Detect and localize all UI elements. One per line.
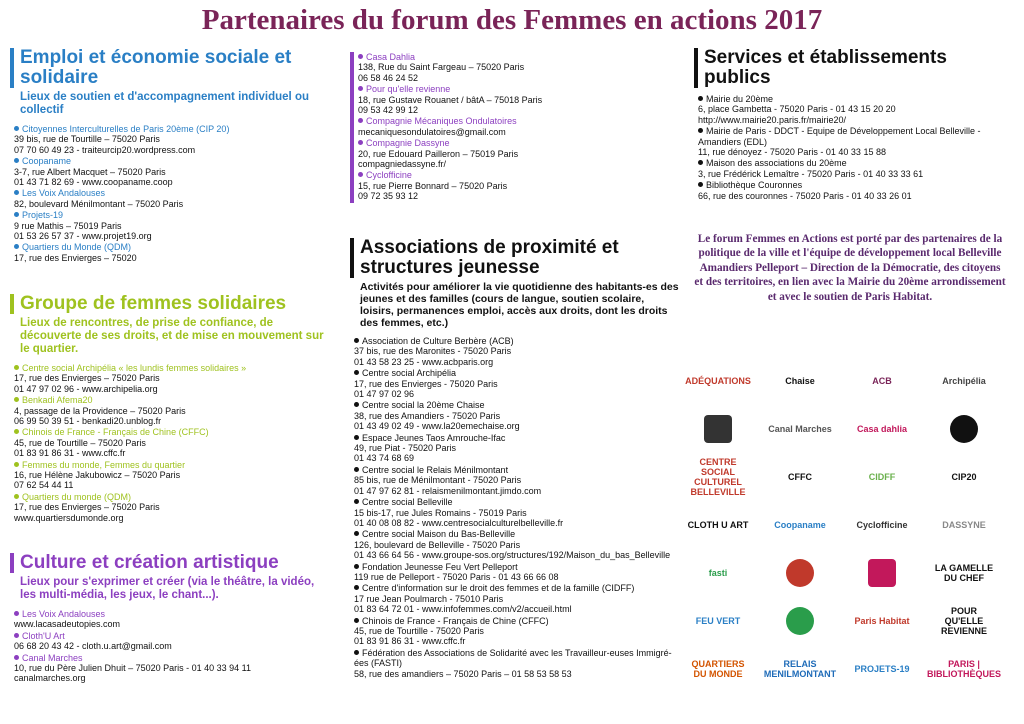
entry-name-text: Chinois de France - Français de Chine (CFFC) — [22, 427, 209, 438]
entry-name — [14, 210, 330, 220]
list-item — [14, 395, 330, 426]
partner-logo: CENTRE SOCIAL CULTUREL BELLEVILLE — [690, 457, 746, 497]
entry-name — [698, 126, 1014, 147]
list-item — [14, 631, 330, 652]
list-item — [354, 648, 680, 679]
bullet-icon — [698, 182, 703, 187]
list-item — [354, 497, 680, 528]
entry-name — [14, 631, 330, 641]
entry-name-text: Fondation Jeunesse Feu Vert Pelleport — [362, 561, 518, 572]
list-item — [358, 116, 684, 137]
partner-logo: DASSYNE — [942, 520, 986, 530]
section-groupe — [10, 294, 330, 523]
bullet-icon — [354, 564, 359, 569]
entry-line: 39 bis, rue de Tourtille – 75020 Paris — [14, 134, 160, 145]
list-item — [698, 158, 1014, 179]
entry-line: 09 53 42 99 12 — [358, 105, 419, 116]
entry-line: 01 83 91 86 31 - www.cffc.fr — [14, 448, 126, 459]
entry-name-text: Mairie du 20ème — [706, 94, 774, 104]
bullet-icon — [14, 429, 19, 434]
entry-name-text: Maison des associations du 20ème — [706, 158, 847, 169]
entry-name-text: Compagnie Mécaniques Ondulatoires — [366, 116, 517, 127]
partner-logo: Coopaname — [774, 520, 826, 530]
entry-line: 126, boulevard de Belleville - 75020 Paris — [354, 539, 521, 550]
section-heading: Groupe de femmes solidaires — [10, 294, 330, 314]
entry-name-text: Mairie de Paris - DDCT - Equipe de Développement Local Belleville - Amandiers (EDL) — [698, 126, 981, 147]
entry-name — [354, 497, 680, 507]
list-item — [358, 138, 684, 169]
section-heading: Emploi et économie sociale et solidaire — [10, 48, 330, 88]
entry-line: 49, rue Piat - 75020 Paris — [354, 443, 457, 454]
entry-name — [14, 363, 330, 373]
entry-list — [10, 363, 330, 523]
middle-bottom-column — [350, 238, 680, 680]
entry-line: 01 43 66 64 56 - www.groupe-sos.org/structures/192/Maison_du_bas_Belleville — [354, 550, 671, 561]
entry-line: 3, rue Frédérick Lemaître - 75020 Paris - 01 40 33 33 61 — [698, 168, 924, 179]
middle-top-column — [350, 52, 684, 203]
list-item — [698, 180, 1014, 201]
list-item — [698, 94, 1014, 125]
entry-name — [354, 616, 680, 626]
list-item — [14, 427, 330, 458]
bullet-icon — [354, 435, 359, 440]
list-item — [14, 609, 330, 630]
entry-line: 45, rue de Tourtille – 75020 Paris — [14, 437, 146, 448]
entry-line: 01 83 91 86 31 - www.cffc.fr — [354, 636, 466, 647]
section-description: Lieux de rencontres, de prise de confiance, de découverte de ses droits, et de mise en mouvement sur le quartier. — [20, 317, 324, 355]
bullet-icon — [14, 244, 19, 249]
entry-line: 01 83 64 72 01 - www.infofemmes.com/v2/accueil.html — [354, 604, 572, 615]
entry-line: 6, place Gambetta - 75020 Paris - 01 43 15 20 20 — [698, 104, 896, 115]
logo-graphic-icon — [786, 607, 814, 635]
bullet-icon — [358, 172, 363, 177]
bullet-icon — [354, 499, 359, 504]
entry-line: 85 bis, rue de Ménilmontant - 75020 Paris — [354, 475, 522, 486]
entry-line: 82, boulevard Ménilmontant – 75020 Paris — [14, 198, 184, 209]
partner-logo: PARIS | BIBLIOTHÈQUES — [927, 659, 1002, 679]
partner-logo: Casa dahlia — [856, 424, 908, 434]
partner-logo: Chaise — [785, 376, 815, 386]
entry-name-text: Centre social la 20ème Chaise — [362, 400, 485, 411]
entry-list — [694, 94, 1014, 201]
partner-logo: QUARTIERS DU MONDE — [691, 659, 745, 679]
partner-logo: Archipélia — [942, 376, 986, 386]
list-item — [358, 84, 684, 115]
list-item — [14, 242, 330, 263]
entry-list — [10, 124, 330, 263]
bullet-icon — [354, 585, 359, 590]
entry-line: 45, rue de Tourtille - 75020 Paris — [354, 625, 484, 636]
list-item — [14, 460, 330, 491]
entry-line: 4, passage de la Providence – 75020 Paris — [14, 405, 186, 416]
bullet-icon — [354, 531, 359, 536]
section-description: Activités pour améliorer la vie quotidienne des habitants-es des jeunes et des familles (cours de langue, soutien scolaire, loisirs, permanences emploi, accès aux droits, dont les droits des femmes, etc.) — [360, 281, 679, 329]
entry-name-text: Pour qu'elle revienne — [366, 84, 451, 95]
entry-line: 09 72 35 93 12 — [358, 191, 419, 202]
entry-name — [698, 158, 1014, 168]
entry-name — [354, 336, 680, 346]
entry-line: http://www.mairie20.paris.fr/mairie20/ — [698, 114, 847, 125]
entry-name — [354, 433, 680, 443]
entry-line: 18, rue Gustave Rouanet / bâtA – 75018 Paris — [358, 94, 543, 105]
partner-logo — [768, 552, 832, 594]
entry-name-text: Casa Dahlia — [366, 52, 416, 62]
entry-line: 01 43 49 02 49 - www.la20emechaise.org — [354, 421, 520, 432]
entry-line: 17, rue des Envierges – 75020 — [14, 252, 137, 263]
entry-name-text: Centre social Maison du Bas-Belleville — [362, 529, 516, 540]
list-item — [698, 126, 1014, 157]
page-title: Partenaires du forum des Femmes en actions 2017 — [201, 4, 823, 36]
list-item — [14, 492, 330, 523]
entry-line: 07 62 54 44 11 — [14, 480, 74, 491]
list-item — [14, 363, 330, 394]
partner-logos — [686, 360, 1014, 700]
entry-line: 17 rue Jean Poulmarch - 75010 Paris — [354, 593, 504, 604]
entry-line: mecaniquesondulatoires@gmail.com — [358, 126, 506, 137]
bullet-icon — [354, 370, 359, 375]
entry-name-text: Fédération des Associations de Solidarité avec les Travailleur-euses Immigré-ées (FASTI) — [354, 647, 672, 669]
entry-name — [14, 395, 330, 405]
partner-logo: fasti — [708, 568, 728, 578]
partner-logo — [686, 408, 750, 450]
entry-name-text: Centre d'information sur le droit des femmes et de la famille (CIDFF) — [362, 583, 635, 594]
entry-name — [14, 460, 330, 470]
bullet-icon — [14, 397, 19, 402]
list-item — [14, 210, 330, 241]
partner-logo: PROJETS-19 — [854, 664, 910, 674]
entry-line: 3-7, rue Albert Macquet – 75020 Paris — [14, 166, 166, 177]
list-item — [354, 400, 680, 431]
entry-line: 38, rue des Amandiers - 75020 Paris — [354, 410, 501, 421]
entry-line: canalmarches.org — [14, 673, 86, 684]
partner-logo: POUR QU'ELLE REVIENNE — [940, 606, 987, 636]
list-item — [354, 583, 680, 614]
bullet-icon — [358, 54, 363, 59]
entry-line: www.quartiersdumonde.org — [14, 512, 124, 523]
partner-logo — [850, 552, 914, 594]
section-description: Lieux de soutien et d'accompagnement individuel ou collectif — [20, 91, 309, 116]
entry-name-text: Cloth'U Art — [22, 630, 65, 641]
entry-name — [354, 465, 680, 475]
partner-logo: Canal Marches — [768, 424, 832, 434]
partner-logo: ACB — [872, 376, 892, 386]
entry-line: 01 47 97 62 81 - relaismenilmontant.jimdo.com — [354, 485, 542, 496]
entry-name — [354, 400, 680, 410]
entry-name-text: Bibliothèque Couronnes — [706, 180, 803, 191]
entry-name-text: Citoyennes Interculturelles de Paris 20ème (CIP 20) — [22, 124, 230, 134]
entry-name — [354, 562, 680, 572]
entry-name-text: Coopaname — [22, 156, 72, 167]
entry-name — [698, 180, 1014, 190]
list-item — [358, 170, 684, 201]
entry-line: 138, Rue du Saint Fargeau – 75020 Paris — [358, 62, 525, 73]
bullet-icon — [14, 126, 19, 131]
bullet-icon — [354, 402, 359, 407]
entry-line: 15 bis-17, rue Jules Romains - 75019 Paris — [354, 507, 527, 518]
bullet-icon — [698, 128, 703, 133]
entry-name-text: Quartiers du monde (QDM) — [22, 491, 132, 502]
list-item — [358, 52, 684, 83]
entry-name-text: Projets-19 — [22, 210, 64, 221]
logo-graphic-icon — [704, 415, 732, 443]
entry-name-text: Cyclofficine — [366, 170, 412, 181]
entry-name-text: Centre social Archipélia — [362, 368, 457, 379]
entry-name-text: Association de Culture Berbère (ACB) — [362, 336, 514, 346]
entry-name — [14, 124, 330, 134]
entry-line: 01 47 97 02 96 — [354, 389, 415, 400]
list-item — [354, 433, 680, 464]
list-item — [354, 529, 680, 560]
entry-name-text: Centre social Archipélia « les lundis femmes solidaires » — [22, 363, 247, 373]
list-item — [14, 124, 330, 155]
section-heading: Services et établissements publics — [694, 48, 1014, 88]
entry-list — [10, 609, 330, 684]
entry-name — [354, 648, 680, 669]
section-description: Lieux pour s'exprimer et créer (via le théâtre, la vidéo, les multi-média, les jeux, le chant...). — [20, 576, 315, 601]
bullet-icon — [698, 96, 703, 101]
section-heading: Culture et création artistique — [10, 553, 330, 573]
bullet-icon — [358, 140, 363, 145]
partner-logo: CIP20 — [951, 472, 977, 482]
section-services — [694, 48, 1014, 201]
entry-name — [354, 529, 680, 539]
entry-name-text: Les Voix Andalouses — [22, 188, 106, 199]
entry-name — [14, 156, 330, 166]
entry-name-text: Canal Marches — [22, 652, 83, 663]
bullet-icon — [698, 160, 703, 165]
entry-line: 15, rue Pierre Bonnard – 75020 Paris — [358, 180, 508, 191]
entry-line: 06 99 50 39 51 - benkadi20.unblog.fr — [14, 416, 162, 427]
entry-line: 01 47 97 02 96 - www.archipelia.org — [14, 383, 158, 394]
list-item — [14, 653, 330, 684]
entry-line: 06 68 20 43 42 - cloth.u.art@gmail.com — [14, 641, 172, 652]
entry-list — [350, 336, 680, 679]
section-heading: Associations de proximité et structures jeunesse — [350, 238, 680, 278]
entry-line: compagniedassyne.fr/ — [358, 159, 447, 170]
partner-logo: CLOTH U ART — [687, 520, 749, 530]
entry-name — [354, 368, 680, 378]
entry-line: 9 rue Mathis – 75019 Paris — [14, 220, 122, 231]
entry-name-text: Les Voix Andalouses — [22, 609, 106, 619]
bullet-icon — [14, 633, 19, 638]
entry-line: 01 43 71 82 69 - www.coopaname.coop — [14, 177, 173, 188]
partner-logo: Cyclofficine — [856, 520, 908, 530]
entry-name-text: Centre social Belleville — [362, 497, 453, 508]
left-column-middle — [10, 294, 330, 524]
bullet-icon — [354, 650, 359, 655]
section-culture — [10, 553, 330, 684]
list-item — [354, 336, 680, 367]
entry-name — [14, 653, 330, 663]
entry-name-text: Femmes du monde, Femmes du quartier — [22, 459, 186, 470]
list-item — [14, 188, 330, 209]
entry-line: 06 58 46 24 52 — [358, 72, 419, 83]
partner-logo: RELAIS MENILMONTANT — [763, 659, 837, 679]
entry-name — [14, 242, 330, 252]
bullet-icon — [14, 611, 19, 616]
entry-line: 01 43 58 23 25 - www.acbparis.org — [354, 356, 494, 367]
entry-name — [698, 94, 1014, 104]
entry-name — [358, 138, 684, 148]
entry-line: 11, rue dénoyez - 75020 Paris - 01 40 33 15 88 — [698, 147, 886, 158]
bullet-icon — [354, 338, 359, 343]
entry-name-text: Benkadi Afema20 — [22, 395, 93, 406]
entry-name-text: Compagnie Dassyne — [366, 138, 450, 149]
entry-line: 17, rue des Envierges – 75020 Paris — [14, 373, 160, 384]
entry-line: 07 70 60 49 23 - traiteurcip20.wordpress.com — [14, 144, 196, 155]
entry-name — [358, 116, 684, 126]
bullet-icon — [14, 158, 19, 163]
entry-name-text: Quartiers du Monde (QDM) — [22, 242, 132, 253]
left-column-bottom — [10, 553, 330, 685]
section-associations — [350, 238, 680, 679]
entry-line: 119 rue de Pelleport - 75020 Paris - 01 43 66 66 08 — [354, 571, 559, 582]
entry-line: 01 43 74 68 69 — [354, 453, 415, 464]
partner-logo — [768, 600, 832, 642]
entry-line: 17, rue des Envierges – 75020 Paris — [14, 502, 160, 513]
forum-pitch: Le forum Femmes en Actions est porté par des partenaires de la politique de la ville et l'équipe de développement local Belleville Amandiers Pelleport – Direction de la Démocratie, des citoyens et des territoires, en lien avec la Mairie du 20ème arrondissement et avec le soutien de Paris Habitat. — [694, 233, 1006, 303]
entry-line: 20, rue Edouard Pailleron – 75019 Paris — [358, 148, 519, 159]
bullet-icon — [14, 655, 19, 660]
bullet-icon — [354, 467, 359, 472]
partner-logo: CFFC — [788, 472, 812, 482]
right-column — [694, 48, 1014, 202]
entry-name-text: Espace Jeunes Taos Amrouche-Ifac — [362, 432, 506, 443]
partner-logo: LA GAMELLE DU CHEF — [934, 563, 994, 583]
entry-list — [354, 52, 684, 202]
partner-logo: FEU VERT — [695, 616, 741, 626]
bullet-icon — [14, 190, 19, 195]
logo-graphic-icon — [950, 415, 978, 443]
entry-name-text: Chinois de France - Français de Chine (CFFC) — [362, 615, 549, 626]
entry-line: 01 40 08 08 82 - www.centresocialculturelbelleville.fr — [354, 517, 564, 528]
entry-line: 66, rue des couronnes - 75020 Paris - 01 40 33 26 01 — [698, 190, 912, 201]
entry-line: 10, rue du Père Julien Dhuit – 75020 Paris - 01 40 33 94 11 — [14, 663, 251, 674]
entry-name-text: Centre social le Relais Ménilmontant — [362, 464, 509, 475]
partner-logo: Paris Habitat — [854, 616, 910, 626]
partner-logo: CIDFF — [868, 472, 896, 482]
entry-name — [14, 427, 330, 437]
list-item — [354, 368, 680, 399]
bullet-icon — [14, 212, 19, 217]
partner-logo — [932, 408, 996, 450]
bullet-icon — [14, 365, 19, 370]
list-item — [354, 562, 680, 583]
entry-line: 17, rue des Envierges - 75020 Paris — [354, 378, 498, 389]
section-emploi — [10, 48, 330, 263]
logo-graphic-icon — [786, 559, 814, 587]
bullet-icon — [14, 462, 19, 467]
entry-name — [358, 84, 684, 94]
list-item — [14, 156, 330, 187]
list-item — [354, 465, 680, 496]
entry-line: 58, rue des amandiers – 75020 Paris – 01 58 53 58 53 — [354, 668, 572, 679]
bullet-icon — [354, 618, 359, 623]
entry-line: 16, rue Hélène Jakubowicz – 75020 Paris — [14, 470, 181, 481]
bullet-icon — [14, 494, 19, 499]
entry-line: 01 53 26 57 37 - www.projet19.org — [14, 231, 152, 242]
entry-name — [14, 492, 330, 502]
entry-name — [14, 188, 330, 198]
logo-graphic-icon — [868, 559, 896, 587]
left-column — [10, 48, 330, 264]
partner-logo: ADÉQUATIONS — [685, 376, 751, 386]
entry-name — [358, 52, 684, 62]
entry-name — [358, 170, 684, 180]
entry-name — [14, 609, 330, 619]
bullet-icon — [358, 86, 363, 91]
bullet-icon — [358, 118, 363, 123]
entry-line: 37 bis, rue des Maronites - 75020 Paris — [354, 346, 512, 357]
entry-name — [354, 583, 680, 593]
list-item — [354, 616, 680, 647]
entry-line: www.lacasadeutopies.com — [14, 619, 121, 630]
